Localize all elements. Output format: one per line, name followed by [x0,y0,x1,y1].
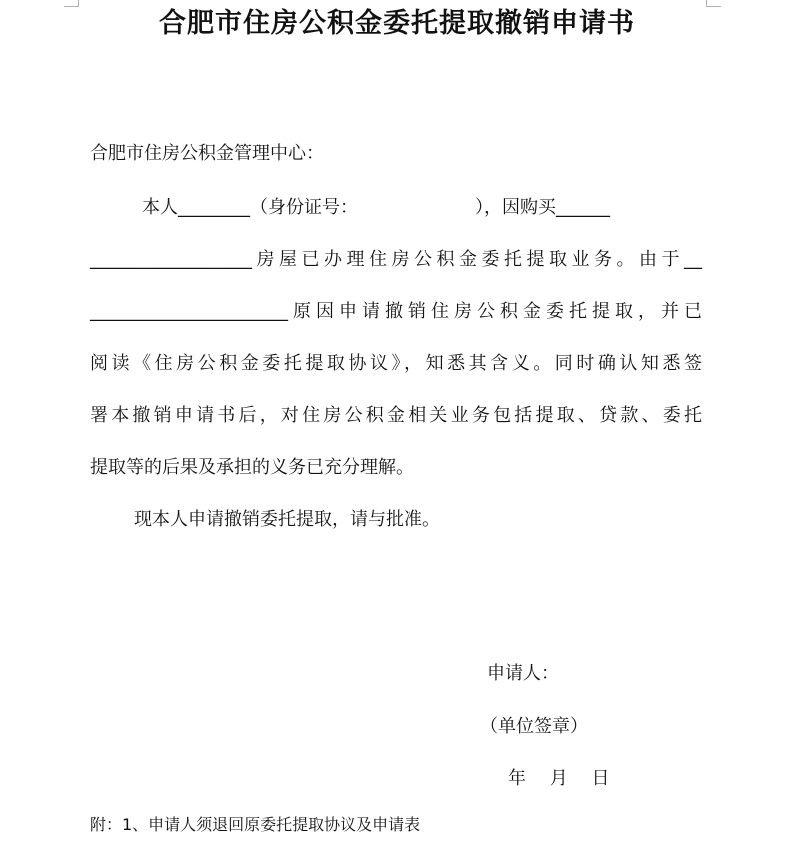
applicant-label: 申请人： [487,663,559,684]
body-line-4: 阅读《住房公积金委托提取协议》，知悉其含义。同时确认知悉签 [90,353,702,374]
request-line: 现本人申请撤销委托提取，请与批准。 [134,509,440,530]
document-title: 合肥市住房公积金委托提取撤销申请书 [159,8,635,39]
addressee: 合肥市住房公积金管理中心： [90,143,324,164]
body-line-6: 提取等的后果及承担的义务已充分理解。 [90,457,414,478]
body-line-2: __________________房屋已办理住房公积金委托提取业务。由于__ [90,249,702,270]
date-label: 年 月 日 [508,768,610,789]
footnote: 附：1、申请人须退回原委托提取协议及申请表 [90,815,421,834]
body-line-1: 本人________（身份证号： ），因购买______ [142,197,610,218]
body-line-3: ______________________原因申请撤销住房公积金委托提取，并已 [90,301,702,322]
seal-label: （单位签章） [480,716,588,737]
body-line-5: 署本撤销申请书后，对住房公积金相关业务包括提取、贷款、委托 [90,405,702,426]
